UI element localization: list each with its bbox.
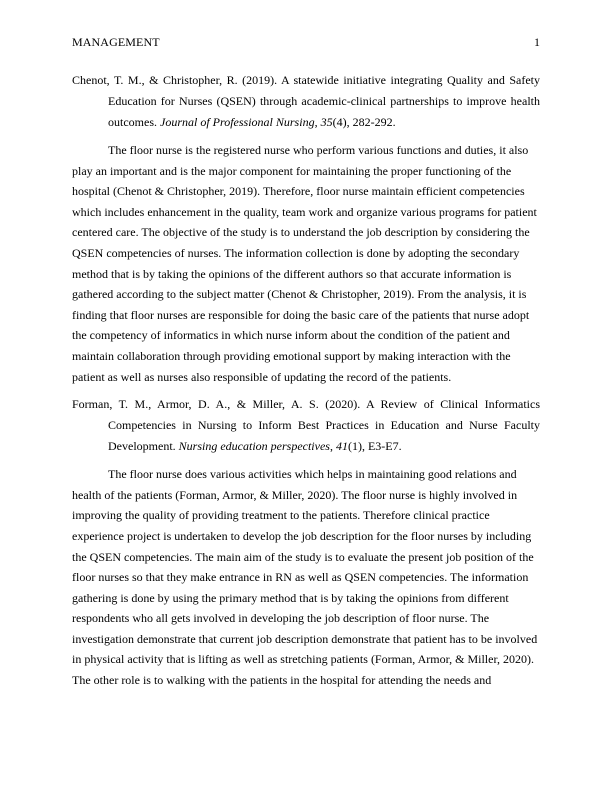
journal-volume: 41 [335,439,348,454]
reference-entry [72,394,540,457]
reference-separator: , [329,439,336,454]
journal-title: Journal of Professional Nursing [160,115,315,129]
running-head: MANAGEMENT [72,35,160,49]
document-body [72,70,540,698]
journal-title: Nursing education perspectives [178,439,330,454]
page-number: 1 [534,35,540,49]
body-paragraph: The floor nurse does various activities which helps in maintaining good relations and health of the patients (Forman, Armor, & Miller, 2020). The floor nurse is highly involved in improving the quality of providing treatment to the patients. Therefore clinical practice experience project is undertaken to develop the job description for the floor nurses by including the QSEN competencies. The main aim of the study is to evaluate the present job position of the floor nurses so that they make entrance in RN as well as QSEN competencies. The information gathering is done by using the primary method that is by taking the opinions from different respondents who all gets involved in developing the job description of floor nurse. The investigation demonstrate that current job description demonstrate that patient has to be involved in physical activity that is lifting as well as stretching patients (Forman, Armor, & Miller, 2020). The other role is to walking with the patients in the hospital for attending the needs and [72,467,538,688]
journal-volume: 35 [320,115,333,129]
reference-issue-pages: (1), E3-E7. [347,439,402,454]
reference-text: Forman, T. M., Armor, D. A., & Miller, A. S. (2020). A Review of Clinical Informatics Competencies in Nursing to Inform Best Practices in Education and Nurse Faculty Development. [72,397,540,454]
reference-text: Chenot, T. M., & Christopher, R. (2019). A statewide initiative integrating Quality and Safety Education for Nurses (QSEN) through academic-clinical partnerships to improve health outcomes. [72,73,540,129]
reference-entry [72,70,540,133]
reference-issue-pages: (4), 282-292. [332,115,396,129]
reference-separator: , [314,115,321,129]
body-paragraph: The floor nurse is the registered nurse who perform various functions and duties, it also play an important and is the major component for maintaining the proper functioning of the hospital (Chenot & Christopher, 2019). Therefore, floor nurse maintain efficient competencies which includes enhancement in the quality, team work and organize various programs for patient centered care. The objective of the study is to understand the job description by considering the QSEN competencies of nurses. The information collection is done by adopting the secondary method that is by taking the opinions of the different authors so that accurate information is gathered according to the subject matter (Chenot & Christopher, 2019). From the analysis, it is finding that floor nurses are responsible for doing the basic care of the patients that nurse adopt the competency of informatics in which nurse inform about the condition of the patient and maintain collaboration through providing emotional support by making interaction with the patient as well as nurses also responsible of updating the record of the patients. [72,143,537,384]
